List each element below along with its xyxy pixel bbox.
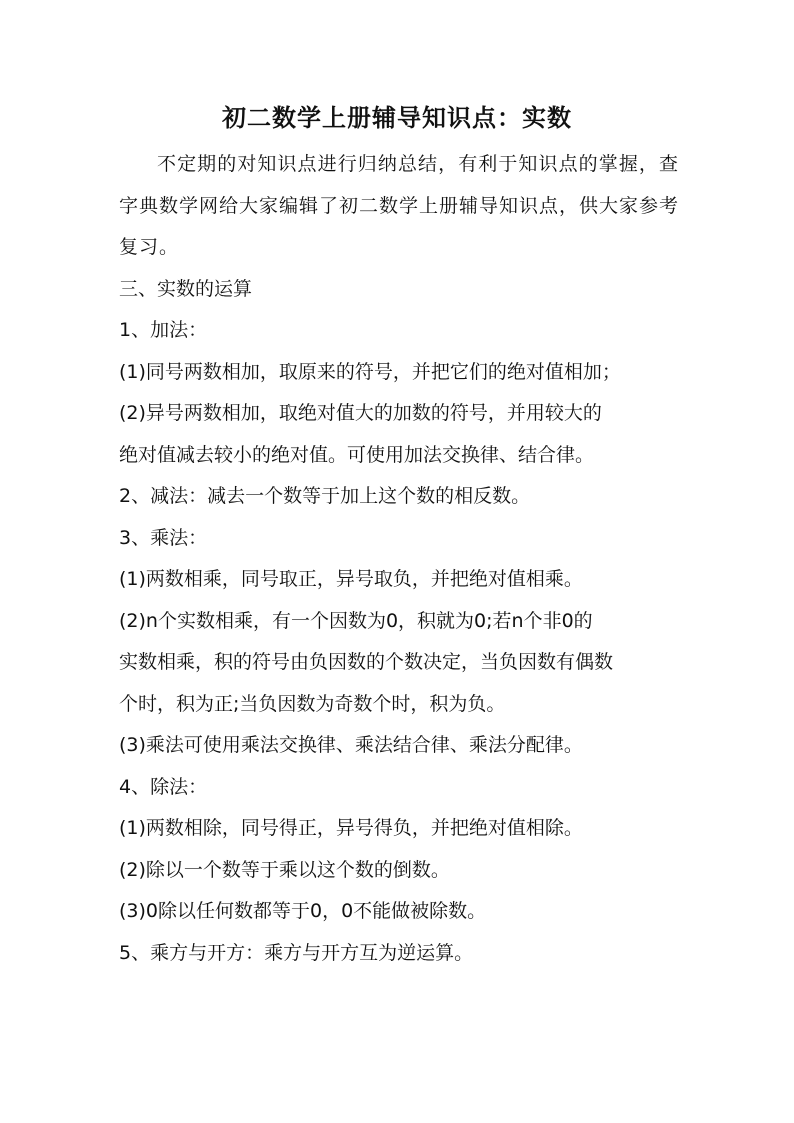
document-body: [119, 144, 679, 974]
page-title: 初二数学上册辅导知识点：实数: [222, 104, 572, 132]
text-line: (3)0除以任何数都等于0，0不能做被除数。: [119, 900, 487, 922]
subheading-addition: 1、加法：: [119, 319, 208, 341]
text-line: 实数相乘，积的符号由负因数的个数决定，当负因数有偶数: [119, 651, 614, 673]
text-line: (2)除以一个数等于乘以这个数的倒数。: [119, 858, 450, 881]
subheading-multiplication: 3、乘法：: [119, 526, 208, 549]
text-line: (1)两数相除，同号得正，异号得负，并把绝对值相除。: [119, 817, 583, 839]
text-line: (2)异号两数相加，取绝对值大的加数的符号，并用较大的: [119, 402, 602, 424]
text-line: (1)同号两数相加，取原来的符号，并把它们的绝对值相加；: [119, 360, 621, 383]
text-line: (1)两数相乘，同号取正，异号取负，并把绝对值相乘。: [119, 568, 583, 590]
text-line: 绝对值减去较小的绝对值。可使用加法交换律、结合律。: [119, 443, 595, 466]
text-line: (3)乘法可使用乘法交换律、乘法结合律、乘法分配律。: [119, 734, 583, 756]
subheading-division: 4、除法：: [119, 775, 208, 798]
subheading-powers-roots: 5、乘方与开方：乘方与开方互为逆运算。: [119, 941, 474, 964]
intro-paragraph: 不定期的对知识点进行归纳总结，有利于知识点的掌握，查字典数学网给大家编辑了初二数学上册辅导知识点，供大家参考复习。: [119, 153, 680, 258]
text-line: (2)n个实数相乘，有一个因数为0，积就为0;若n个非0的: [119, 609, 593, 632]
text-line: 个时，积为正;当负因数为奇数个时，积为负。: [119, 692, 506, 715]
section-heading: 三、实数的运算: [119, 277, 253, 300]
subheading-subtraction: 2、减法：减去一个数等于加上这个数的相反数。: [119, 485, 531, 507]
